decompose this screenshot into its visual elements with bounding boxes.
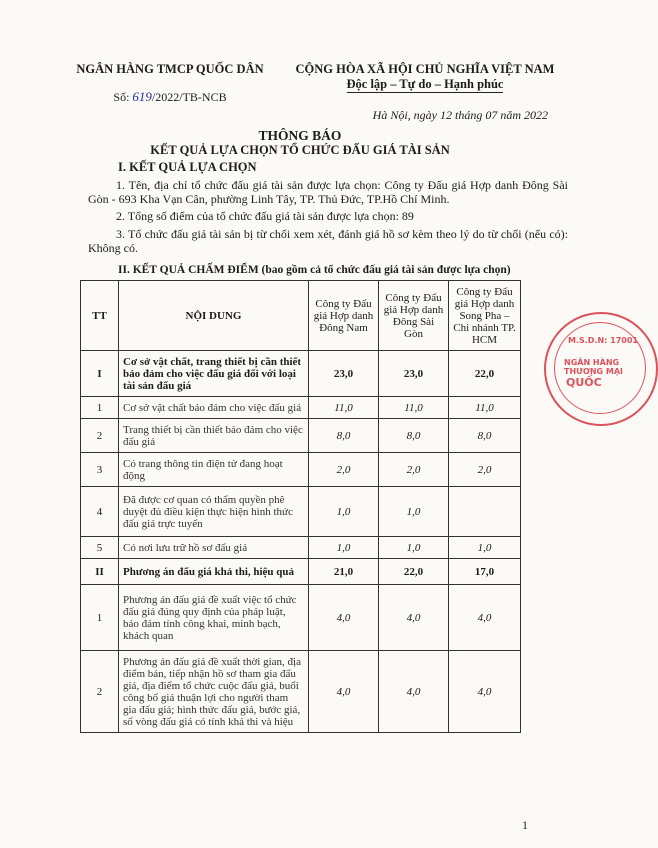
national-motto: Độc lập – Tự do – Hạnh phúc [346, 77, 504, 91]
row-tt: I [81, 351, 119, 397]
table-row [81, 537, 521, 559]
row-tt: 1 [81, 585, 119, 651]
row-score-2: 4,0 [379, 651, 449, 733]
bank-name: NGÂN HÀNG TMCP QUỐC DÂN [76, 62, 264, 76]
row-content: Phương án đấu giá đề xuất thời gian, địa điểm bán, tiếp nhận hồ sơ tham gia đấu giá, địa điểm tổ chức cuộc đấu giá, buổi công bố giá thuận lợi cho người tham gia đấu giá; hình thức đấu giá, bước giá, số vòng đấu giá có tính khả thi và hiệu [119, 651, 309, 733]
row-tt: 1 [81, 397, 119, 419]
document-subtitle: KẾT QUẢ LỰA CHỌN TỔ CHỨC ĐẤU GIÁ TÀI SẢN [150, 143, 450, 157]
row-content: Đã được cơ quan có thẩm quyền phê duyệt đủ điều kiện thực hiện hình thức đấu giá trực tuyến [119, 487, 309, 537]
seal-line-3: QUỐC [566, 376, 602, 389]
row-score-1: 1,0 [309, 487, 379, 537]
table-row [81, 651, 521, 733]
row-tt: 2 [81, 651, 119, 733]
row-score-3 [449, 487, 521, 537]
table-header-row [81, 281, 521, 351]
row-content: Có trang thông tin điện tử đang hoạt động [119, 453, 309, 487]
row-score-3: 11,0 [449, 397, 521, 419]
header-company-1: Công ty Đấu giá Hợp danh Đông Nam [309, 281, 379, 351]
row-score-2: 22,0 [379, 559, 449, 585]
table-row [81, 351, 521, 397]
section-1-paragraph-1: 1. Tên, địa chỉ tổ chức đấu giá tài sản được lựa chọn: Công ty Đấu giá Hợp danh Đông Sài Gòn - 693 Kha Vạn Cân, phường Linh Tây, TP. Thủ Đức, TP.Hồ Chí Minh. [88, 178, 568, 206]
table-row [81, 397, 521, 419]
row-score-3: 22,0 [449, 351, 521, 397]
row-tt: 2 [81, 419, 119, 453]
doc-no-suffix: /2022/TB-NCB [151, 90, 227, 104]
table-row [81, 487, 521, 537]
row-content: Trang thiết bị cần thiết bảo đảm cho việc đấu giá [119, 419, 309, 453]
header-company-3: Công ty Đấu giá Hợp danh Song Pha – Chi nhánh TP. HCM [449, 281, 521, 351]
header-tt: TT [81, 281, 119, 351]
row-score-2: 23,0 [379, 351, 449, 397]
row-content: Có nơi lưu trữ hồ sơ đấu giá [119, 537, 309, 559]
row-score-3: 1,0 [449, 537, 521, 559]
row-tt: II [81, 559, 119, 585]
section-1-heading: I. KẾT QUẢ LỰA CHỌN [118, 160, 257, 174]
section-1-paragraph-2: 2. Tổng số điểm của tổ chức đấu giá tài sản được lựa chọn: 89 [116, 209, 414, 223]
row-content: Phương án đấu giá đề xuất việc tổ chức đấu giá đúng quy định của pháp luật, bảo đảm tính công khai, minh bạch, khách quan [119, 585, 309, 651]
row-score-2: 11,0 [379, 397, 449, 419]
doc-no-handwritten: 619 [132, 89, 152, 104]
republic-name: CỘNG HÒA XÃ HỘI CHỦ NGHĨA VIỆT NAM [295, 62, 555, 76]
bank-seal-stamp [544, 312, 658, 426]
row-score-3: 2,0 [449, 453, 521, 487]
row-content: Cơ sở vật chất, trang thiết bị cần thiết bảo đảm cho việc đấu giá đối với loại tài sản đấu giá [119, 351, 309, 397]
row-score-3: 4,0 [449, 651, 521, 733]
table-row [81, 559, 521, 585]
row-score-2: 1,0 [379, 487, 449, 537]
table-row [81, 419, 521, 453]
header-company-2: Công ty Đấu giá Hợp danh Đông Sài Gòn [379, 281, 449, 351]
document-number [60, 89, 280, 105]
table-row [81, 453, 521, 487]
national-header [282, 62, 568, 92]
row-score-1: 4,0 [309, 651, 379, 733]
row-tt: 4 [81, 487, 119, 537]
doc-no-prefix: Số: [113, 90, 133, 104]
score-table [80, 280, 521, 733]
row-score-2: 1,0 [379, 537, 449, 559]
row-score-2: 2,0 [379, 453, 449, 487]
row-tt: 5 [81, 537, 119, 559]
row-score-1: 21,0 [309, 559, 379, 585]
seal-line-1: M.S.D.N: 17001 [568, 336, 638, 345]
row-tt: 3 [81, 453, 119, 487]
header-content: NỘI DUNG [119, 281, 309, 351]
table-row [81, 585, 521, 651]
issuer-header [60, 62, 280, 105]
row-content: Cơ sở vật chất bảo đảm cho việc đấu giá [119, 397, 309, 419]
page-number: 1 [522, 818, 528, 832]
row-score-1: 2,0 [309, 453, 379, 487]
row-score-1: 23,0 [309, 351, 379, 397]
seal-line-2: NGÂN HÀNG THƯƠNG MẠI [564, 358, 623, 376]
row-score-1: 1,0 [309, 537, 379, 559]
section-2-heading: II. KẾT QUẢ CHẤM ĐIỂM (bao gồm cả tổ chức đấu giá tài sản được lựa chọn) [118, 264, 511, 276]
row-score-1: 11,0 [309, 397, 379, 419]
row-score-2: 8,0 [379, 419, 449, 453]
row-content: Phương án đấu giá khả thi, hiệu quả [119, 559, 309, 585]
row-score-1: 4,0 [309, 585, 379, 651]
row-score-3: 8,0 [449, 419, 521, 453]
row-score-3: 4,0 [449, 585, 521, 651]
issue-date: Hà Nội, ngày 12 tháng 07 năm 2022 [372, 108, 548, 122]
row-score-1: 8,0 [309, 419, 379, 453]
row-score-3: 17,0 [449, 559, 521, 585]
section-1-paragraph-3: 3. Tổ chức đấu giá tài sản bị từ chối xem xét, đánh giá hồ sơ kèm theo lý do từ chối (nếu có): Không có. [88, 227, 568, 255]
document-title: THÔNG BÁO [258, 128, 342, 143]
row-score-2: 4,0 [379, 585, 449, 651]
